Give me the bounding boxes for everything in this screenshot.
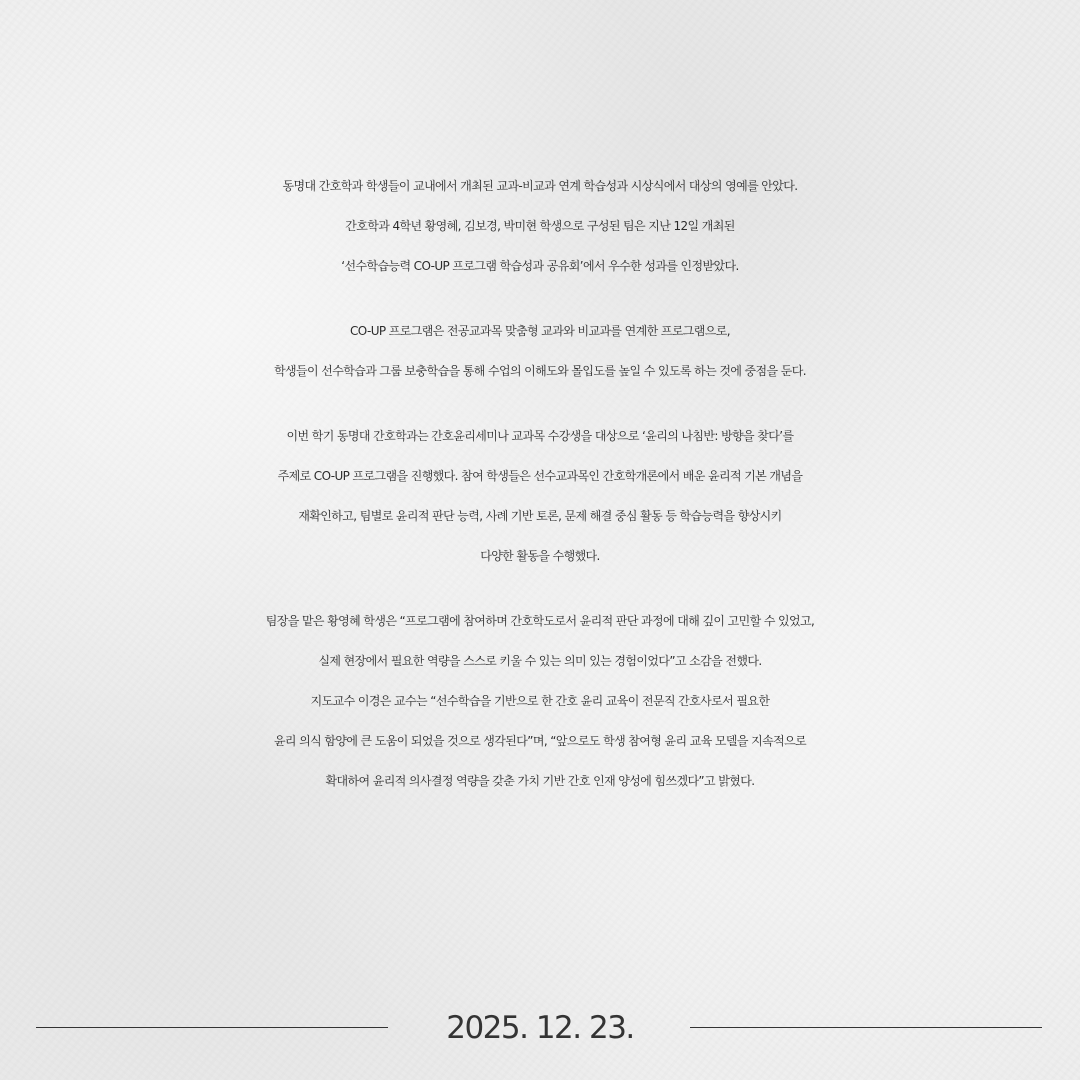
text-line: 실제 현장에서 필요한 역량을 스스로 키울 수 있는 의미 있는 경험이었다”고 소감을 전했다.	[318, 654, 762, 668]
paragraph-quotes	[0, 601, 1080, 801]
text-line: 이번 학기 동명대 간호학과는 간호윤리세미나 교과목 수강생을 대상으로 ‘윤리의 나침반: 방향을 찾다’를	[286, 429, 794, 443]
text-line: CO-UP 프로그램은 전공교과목 맞춤형 교과와 비교과를 연계한 프로그램으로,	[350, 324, 730, 338]
text-line: 재확인하고, 팀별로 윤리적 판단 능력, 사례 기반 토론, 문제 해결 중심 활동 등 학습능력을 향상시키	[298, 509, 782, 523]
text-line: 다양한 활동을 수행했다.	[480, 549, 600, 563]
text-line: 지도교수 이경은 교수는 “선수학습을 기반으로 한 간호 윤리 교육이 전문직 간호사로서 필요한	[310, 694, 770, 708]
paragraph-program-details	[0, 416, 1080, 576]
publish-date: 2025. 12. 23.	[446, 1010, 634, 1046]
text-line: 확대하여 윤리적 의사결정 역량을 갖춘 가치 기반 간호 인재 양성에 힘쓰겠다”고 밝혔다.	[325, 774, 755, 788]
paragraph-program-intro	[0, 311, 1080, 391]
news-article	[0, 166, 1080, 826]
paragraph-award	[0, 166, 1080, 286]
text-line: 동명대 간호학과 학생들이 교내에서 개최된 교과-비교과 연계 학습성과 시상식에서 대상의 영예를 안았다.	[282, 179, 798, 193]
right-divider-line	[690, 1027, 1042, 1028]
text-line: 팀장을 맡은 황영혜 학생은 “프로그램에 참여하며 간호학도로서 윤리적 판단 과정에 대해 깊이 고민할 수 있었고,	[265, 614, 815, 628]
text-line: 학생들이 선수학습과 그룹 보충학습을 통해 수업의 이해도와 몰입도를 높일 수 있도록 하는 것에 중점을 둔다.	[274, 364, 806, 378]
text-line: 주제로 CO-UP 프로그램을 진행했다. 참여 학생들은 선수교과목인 간호학개론에서 배운 윤리적 기본 개념을	[277, 469, 803, 483]
date-footer	[0, 1000, 1080, 1056]
left-divider-line	[36, 1027, 388, 1028]
text-line: ‘선수학습능력 CO-UP 프로그램 학습성과 공유회’에서 우수한 성과를 인정받았다.	[341, 259, 739, 273]
text-line: 윤리 의식 함양에 큰 도움이 되었을 것으로 생각된다”며, “앞으로도 학생 참여형 윤리 교육 모델을 지속적으로	[273, 734, 807, 748]
text-line: 간호학과 4학년 황영혜, 김보경, 박미현 학생으로 구성된 팀은 지난 12일 개최된	[345, 219, 735, 233]
